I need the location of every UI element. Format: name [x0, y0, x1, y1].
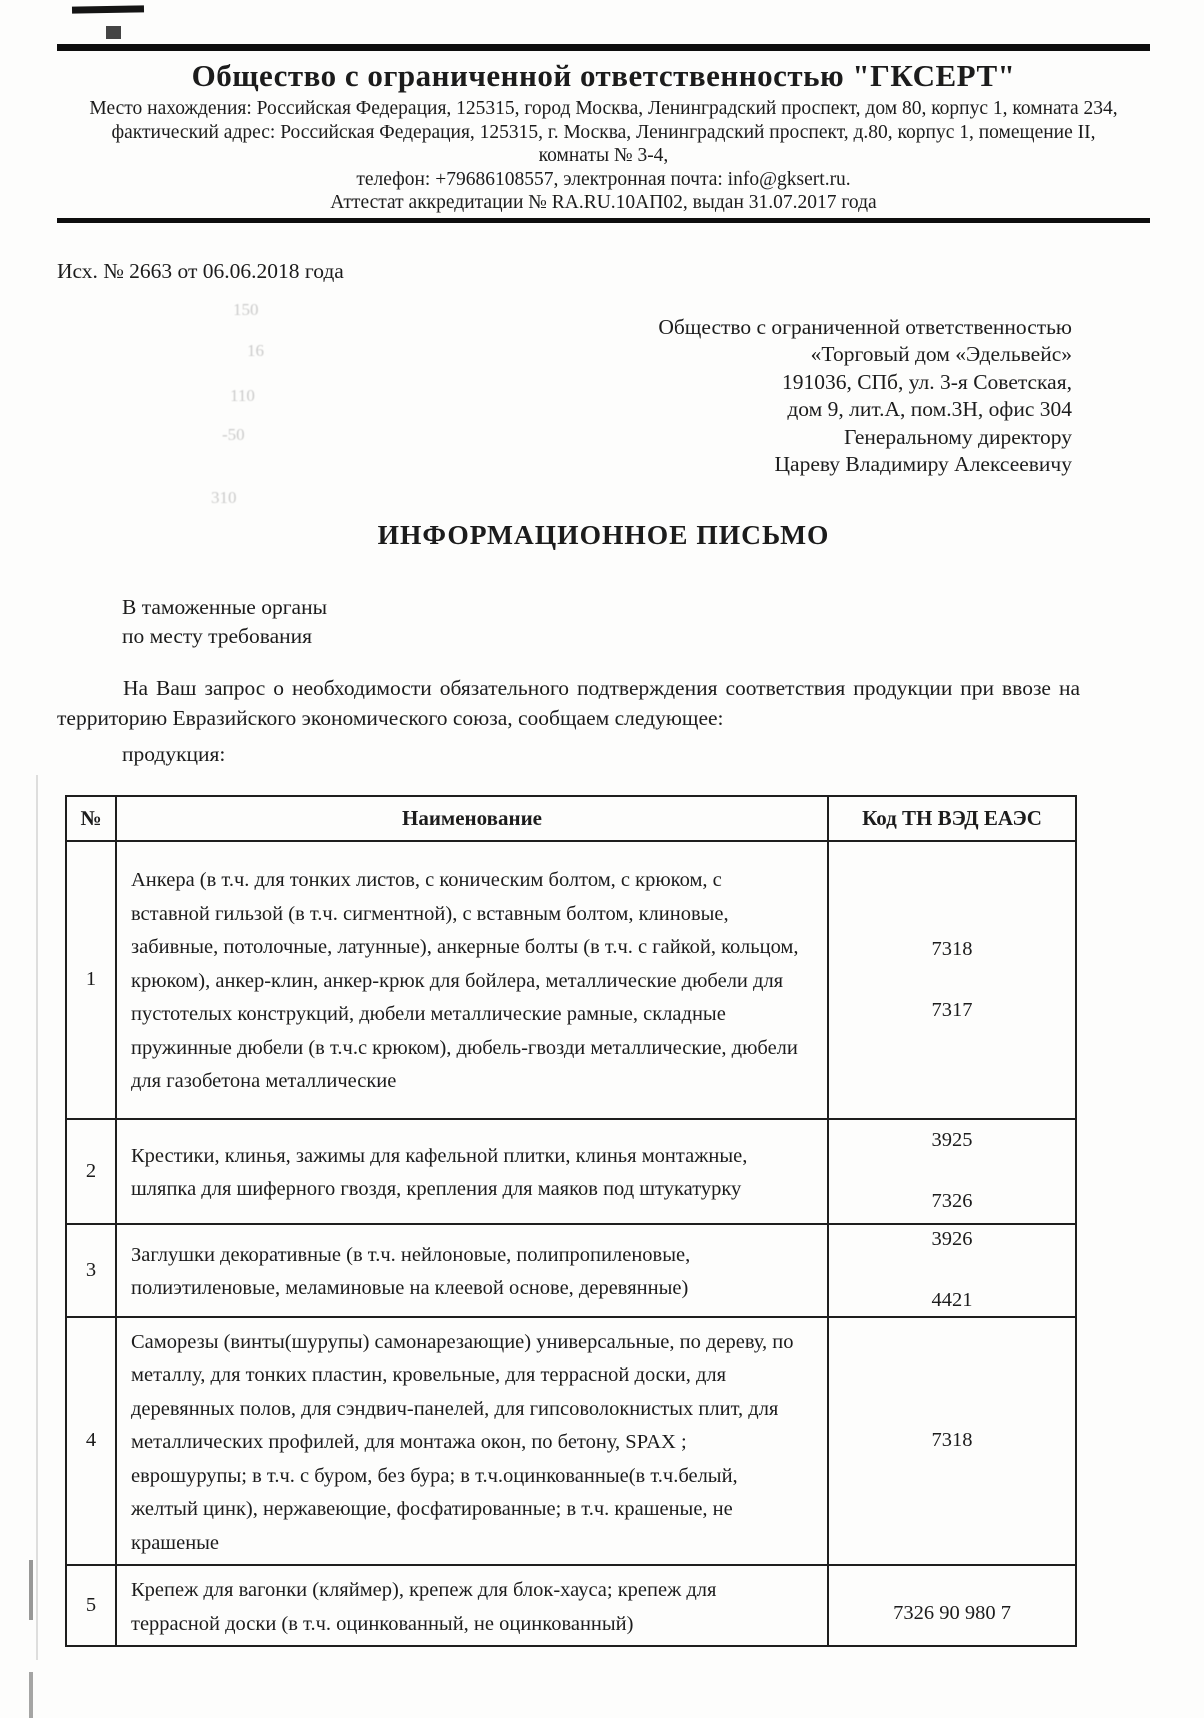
recipient-line: Генеральному директору [844, 424, 1072, 449]
table-row [66, 1224, 1076, 1317]
products-table [65, 795, 1077, 1648]
company-title: Общество с ограниченной ответственностью "ГКСЕРТ" [191, 58, 1016, 93]
tnved-code: 7318 [931, 937, 973, 960]
bleed-through-number: -50 [222, 425, 245, 444]
table-row [66, 1119, 1076, 1224]
table-row [66, 841, 1076, 1119]
bleed-through-number: 16 [247, 341, 264, 360]
product-name: Крепеж для вагонки (кляймер), крепеж для блок-хауса; крепеж для террасной доски (в т.ч. оцинкованный, не оцинкованный) [116, 1565, 828, 1646]
product-name: Анкера (в т.ч. для тонких листов, с коническим болтом, с крюком, с вставной гильзой (в т.ч. сигментной), с вставным болтом, клиновые, забивные, потолочные, латунные), анкерные болты (в т.ч. с гайкой, кольцом, крюком), анкер-клин, анкер-крюк для бойлера, металлические дюбели для пустотелых конструкций, дюбели металлические рамные, складные пружинные дюбели (в т.ч.с крюком), дюбель-гвозди металлические, дюбели для газобетона металлические [116, 841, 828, 1119]
row-number: 4 [66, 1317, 116, 1566]
company-address-line-3: комнаты № 3-4, [538, 145, 669, 166]
bleed-through-number: 310 [211, 488, 237, 507]
header-num: № [66, 796, 116, 841]
product-name: Саморезы (винты(шурупы) самонарезающие) универсальные, по дереву, по металлу, для тонких пластин, кровельные, для террасной доски, для деревянных полов, для сэндвич-панелей, для гипсоволокнистых плит, для металлических профилей, для монтажа окон, по бетону, SPAX ; еврошурупы; в т.ч. с буром, без бура; в т.ч.оцинкованные(в т.ч.белый, желтый цинк), нержавеющие, фосфатированные; в т.ч. крашеные, не крашеные [116, 1317, 828, 1566]
table-header-row [66, 796, 1076, 841]
tnved-code-cell [828, 1317, 1076, 1566]
accreditation-line: Аттестат аккредитации № RA.RU.10АП02, выдан 31.07.2017 года [330, 192, 877, 213]
tnved-code-cell [828, 1119, 1076, 1224]
product-name: Крестики, клинья, зажимы для кафельной плитки, клинья монтажные, шляпка для шиферного гвоздя, крепления для маяков под штукатурку [116, 1119, 828, 1224]
recipient-line: Общество с ограниченной ответственностью [658, 314, 1072, 339]
scan-edge-line [36, 775, 38, 1660]
product-name: Заглушки декоративные (в т.ч. нейлоновые, полипропиленовые, полиэтиленовые, меламиновые на клеевой основе, деревянные) [116, 1224, 828, 1317]
letterhead-top-rule [57, 44, 1150, 51]
tnved-code: 7317 [931, 998, 973, 1021]
row-number: 3 [66, 1224, 116, 1317]
company-address-line-2: фактический адрес: Российская Федерация, 125315, г. Москва, Ленинградский проспект, д.80, корпус 1, помещение II, [111, 121, 1096, 143]
recipient-line: Цареву Владимиру Алексеевичу [774, 452, 1072, 476]
tnved-code: 3926 [931, 1228, 973, 1250]
table-row [66, 1565, 1076, 1646]
bleed-through-number: 110 [230, 386, 255, 405]
addressee-note-line: В таможенные органы [122, 594, 328, 619]
scan-edge-mark [29, 1672, 33, 1718]
scan-edge-mark [29, 1560, 33, 1620]
tnved-code-cell [828, 1224, 1076, 1317]
scan-ink-mark [72, 5, 144, 13]
recipient-block [57, 314, 1072, 479]
table-row [66, 1317, 1076, 1566]
outgoing-reference-line: Исх. № 2663 от 06.06.2018 года [57, 258, 344, 283]
scan-ink-mark [106, 26, 121, 39]
header-name: Наименование [116, 796, 828, 841]
recipient-line: «Торговый дом «Эдельвейс» [810, 342, 1072, 366]
tnved-code: 4421 [931, 1289, 973, 1311]
header-code: Код ТН ВЭД ЕАЭС [828, 796, 1076, 841]
row-number: 2 [66, 1119, 116, 1224]
tnved-code-cell [828, 1565, 1076, 1646]
letterhead-bottom-rule [57, 218, 1150, 223]
products-label: продукция: [122, 741, 226, 766]
tnved-code: 7326 [931, 1190, 973, 1212]
tnved-code: 7318 [931, 1429, 973, 1452]
letter-content [57, 44, 1150, 1647]
addressee-note [122, 593, 1150, 651]
bleed-through-number: 150 [233, 300, 259, 319]
document-title: ИНФОРМАЦИОННОЕ ПИСЬМО [377, 518, 830, 550]
recipient-line: дом 9, лит.А, пом.3Н, офис 304 [787, 397, 1072, 421]
tnved-code: 7326 90 980 7 [893, 1601, 1011, 1624]
row-number: 5 [66, 1565, 116, 1646]
addressee-note-line: по месту требования [122, 623, 313, 648]
recipient-line: 191036, СПб, ул. 3-я Советская, [781, 369, 1072, 394]
body-paragraph: На Ваш запрос о необходимости обязательного подтверждения соответствия продукции при ввозе на территорию Евразийского экономического союза, сообщаем следующее: [57, 675, 1080, 730]
row-number: 1 [66, 841, 116, 1119]
tnved-code: 3925 [931, 1129, 973, 1151]
company-address-line-1: Место нахождения: Российская Федерация, 125315, город Москва, Ленинградский проспект, дом 80, корпус 1, комната 234, [89, 98, 1118, 119]
tnved-code-cell [828, 841, 1076, 1119]
company-contact-line: телефон: +79686108557, электронная почта: info@gksert.ru. [356, 168, 851, 190]
